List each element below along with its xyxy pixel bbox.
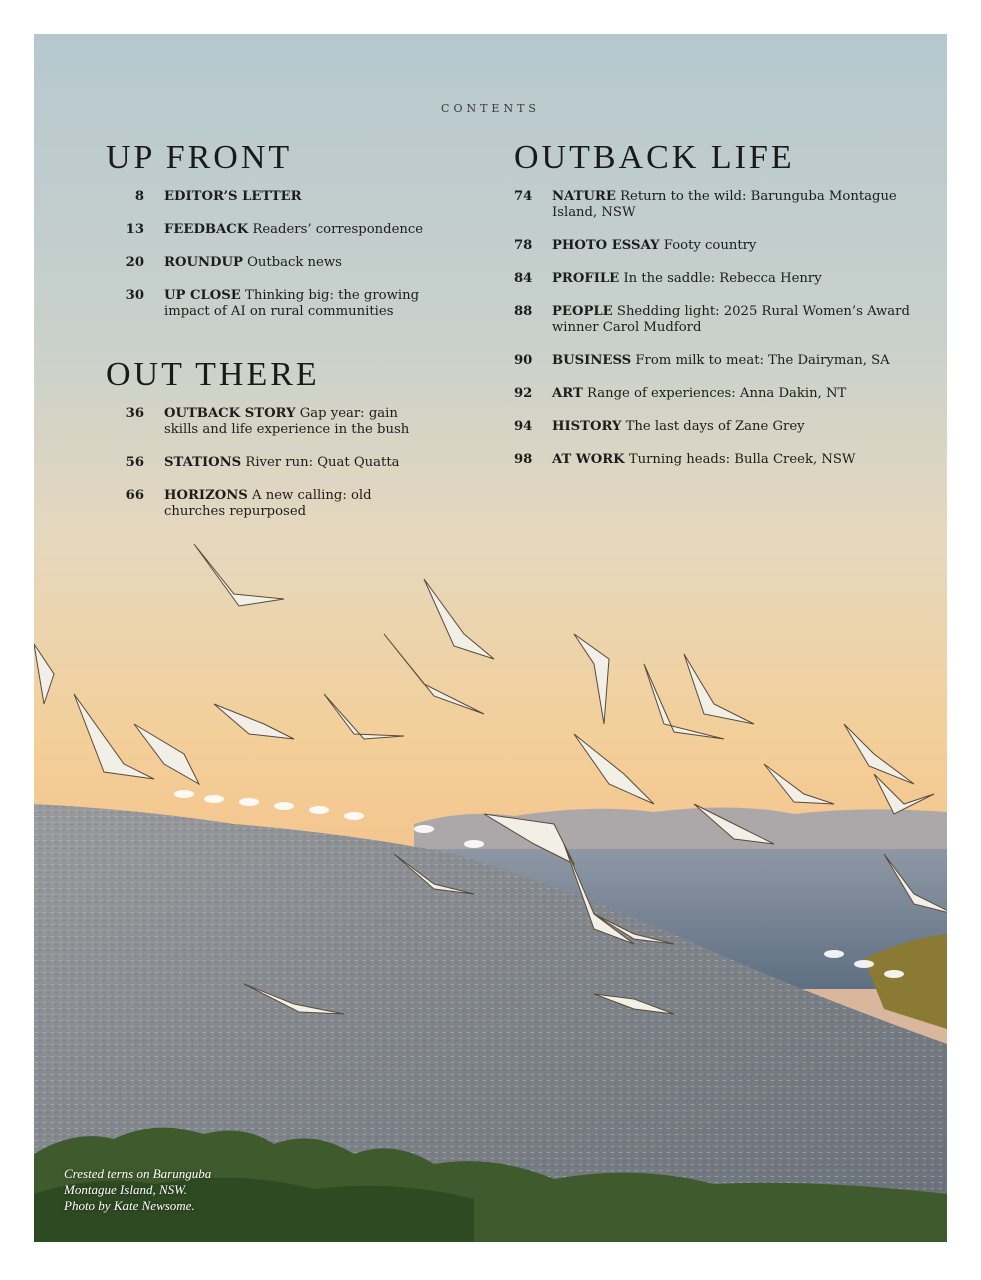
entry-description: Shedding light: 2025 Rural Women’s Award winner Carol Mudford [552,303,910,335]
left-column [106,138,426,537]
entry-description: Gap year: gain skills and life experience in the bush [164,405,410,437]
page-number: 78 [514,237,533,253]
entry-keyword: PROFILE [552,270,620,286]
caption-line: Photo by Kate Newsome. [64,1198,195,1213]
toc-entry[interactable] [514,238,914,254]
right-column [514,138,914,485]
entry-keyword: STATIONS [164,454,242,470]
toc-entry[interactable] [106,222,426,238]
entry-keyword: HISTORY [552,418,622,434]
section-title-up-front: UP FRONT [106,139,293,176]
page-number: 92 [514,385,533,401]
page-number: 74 [514,188,533,204]
page-number: 20 [125,254,144,270]
entry-keyword: HORIZONS [164,487,248,503]
toc-entry[interactable] [514,304,914,336]
toc-entry[interactable] [106,288,426,320]
entry-description: Thinking big: the growing impact of AI on rural communities [164,287,420,319]
page-number: 13 [125,221,144,237]
entry-keyword: EDITOR’S LETTER [164,188,302,204]
entry-keyword: OUTBACK STORY [164,405,296,421]
toc-entry[interactable] [106,406,426,438]
page-number: 56 [125,454,144,470]
entry-keyword: FEEDBACK [164,221,249,237]
contents-heading: CONTENTS [441,102,540,115]
entry-description: The last days of Zane Grey [625,418,805,434]
entry-keyword: AT WORK [552,451,625,467]
entry-keyword: ROUNDUP [164,254,243,270]
section-title-out-there: OUT THERE [106,355,320,393]
entry-description: Range of experiences: Anna Dakin, NT [586,385,847,401]
entry-description: River run: Quat Quatta [245,454,400,470]
entry-description: Readers’ correspondence [252,221,424,237]
entry-description: In the saddle: Rebecca Henry [623,270,822,286]
entry-description: Turning heads: Bulla Creek, NSW [628,451,856,467]
page-number: 36 [125,405,144,421]
page-number: 98 [514,451,533,467]
page-number: 88 [514,303,533,319]
toc-entry[interactable] [514,452,914,468]
page-number: 66 [125,487,144,503]
section-title-outback-life: OUTBACK LIFE [514,139,795,176]
page-number: 84 [514,270,533,286]
toc-entry[interactable] [514,386,914,402]
toc-entry[interactable] [106,455,426,471]
entry-keyword: UP CLOSE [164,287,241,303]
toc-entry[interactable] [514,419,914,435]
toc-entry[interactable] [514,353,914,369]
page-number: 30 [125,287,144,303]
caption-line: Crested terns on Barunguba [64,1166,212,1181]
entry-description: A new calling: old churches repurposed [164,487,372,519]
entry-keyword: NATURE [552,188,616,204]
photo-caption [64,1166,211,1214]
entry-keyword: PHOTO ESSAY [552,237,660,253]
entry-keyword: BUSINESS [552,352,632,368]
page-number: 94 [514,418,533,434]
entry-keyword: PEOPLE [552,303,613,319]
entry-description: From milk to meat: The Dairyman, SA [635,352,890,368]
toc-entry[interactable] [106,488,426,520]
page-number: 8 [134,188,144,204]
entry-keyword: ART [552,385,583,401]
page-number: 90 [514,352,533,368]
entry-description: Footy country [663,237,757,253]
toc-entry[interactable] [514,271,914,287]
toc-entry[interactable] [106,255,426,271]
caption-line: Montague Island, NSW. [64,1182,188,1197]
toc-entry[interactable] [106,189,426,205]
entry-description: Return to the wild: Barunguba Montague Island, NSW [552,188,897,220]
entry-description: Outback news [247,254,342,270]
contents-page [34,34,947,1242]
toc-entry[interactable] [514,189,914,221]
